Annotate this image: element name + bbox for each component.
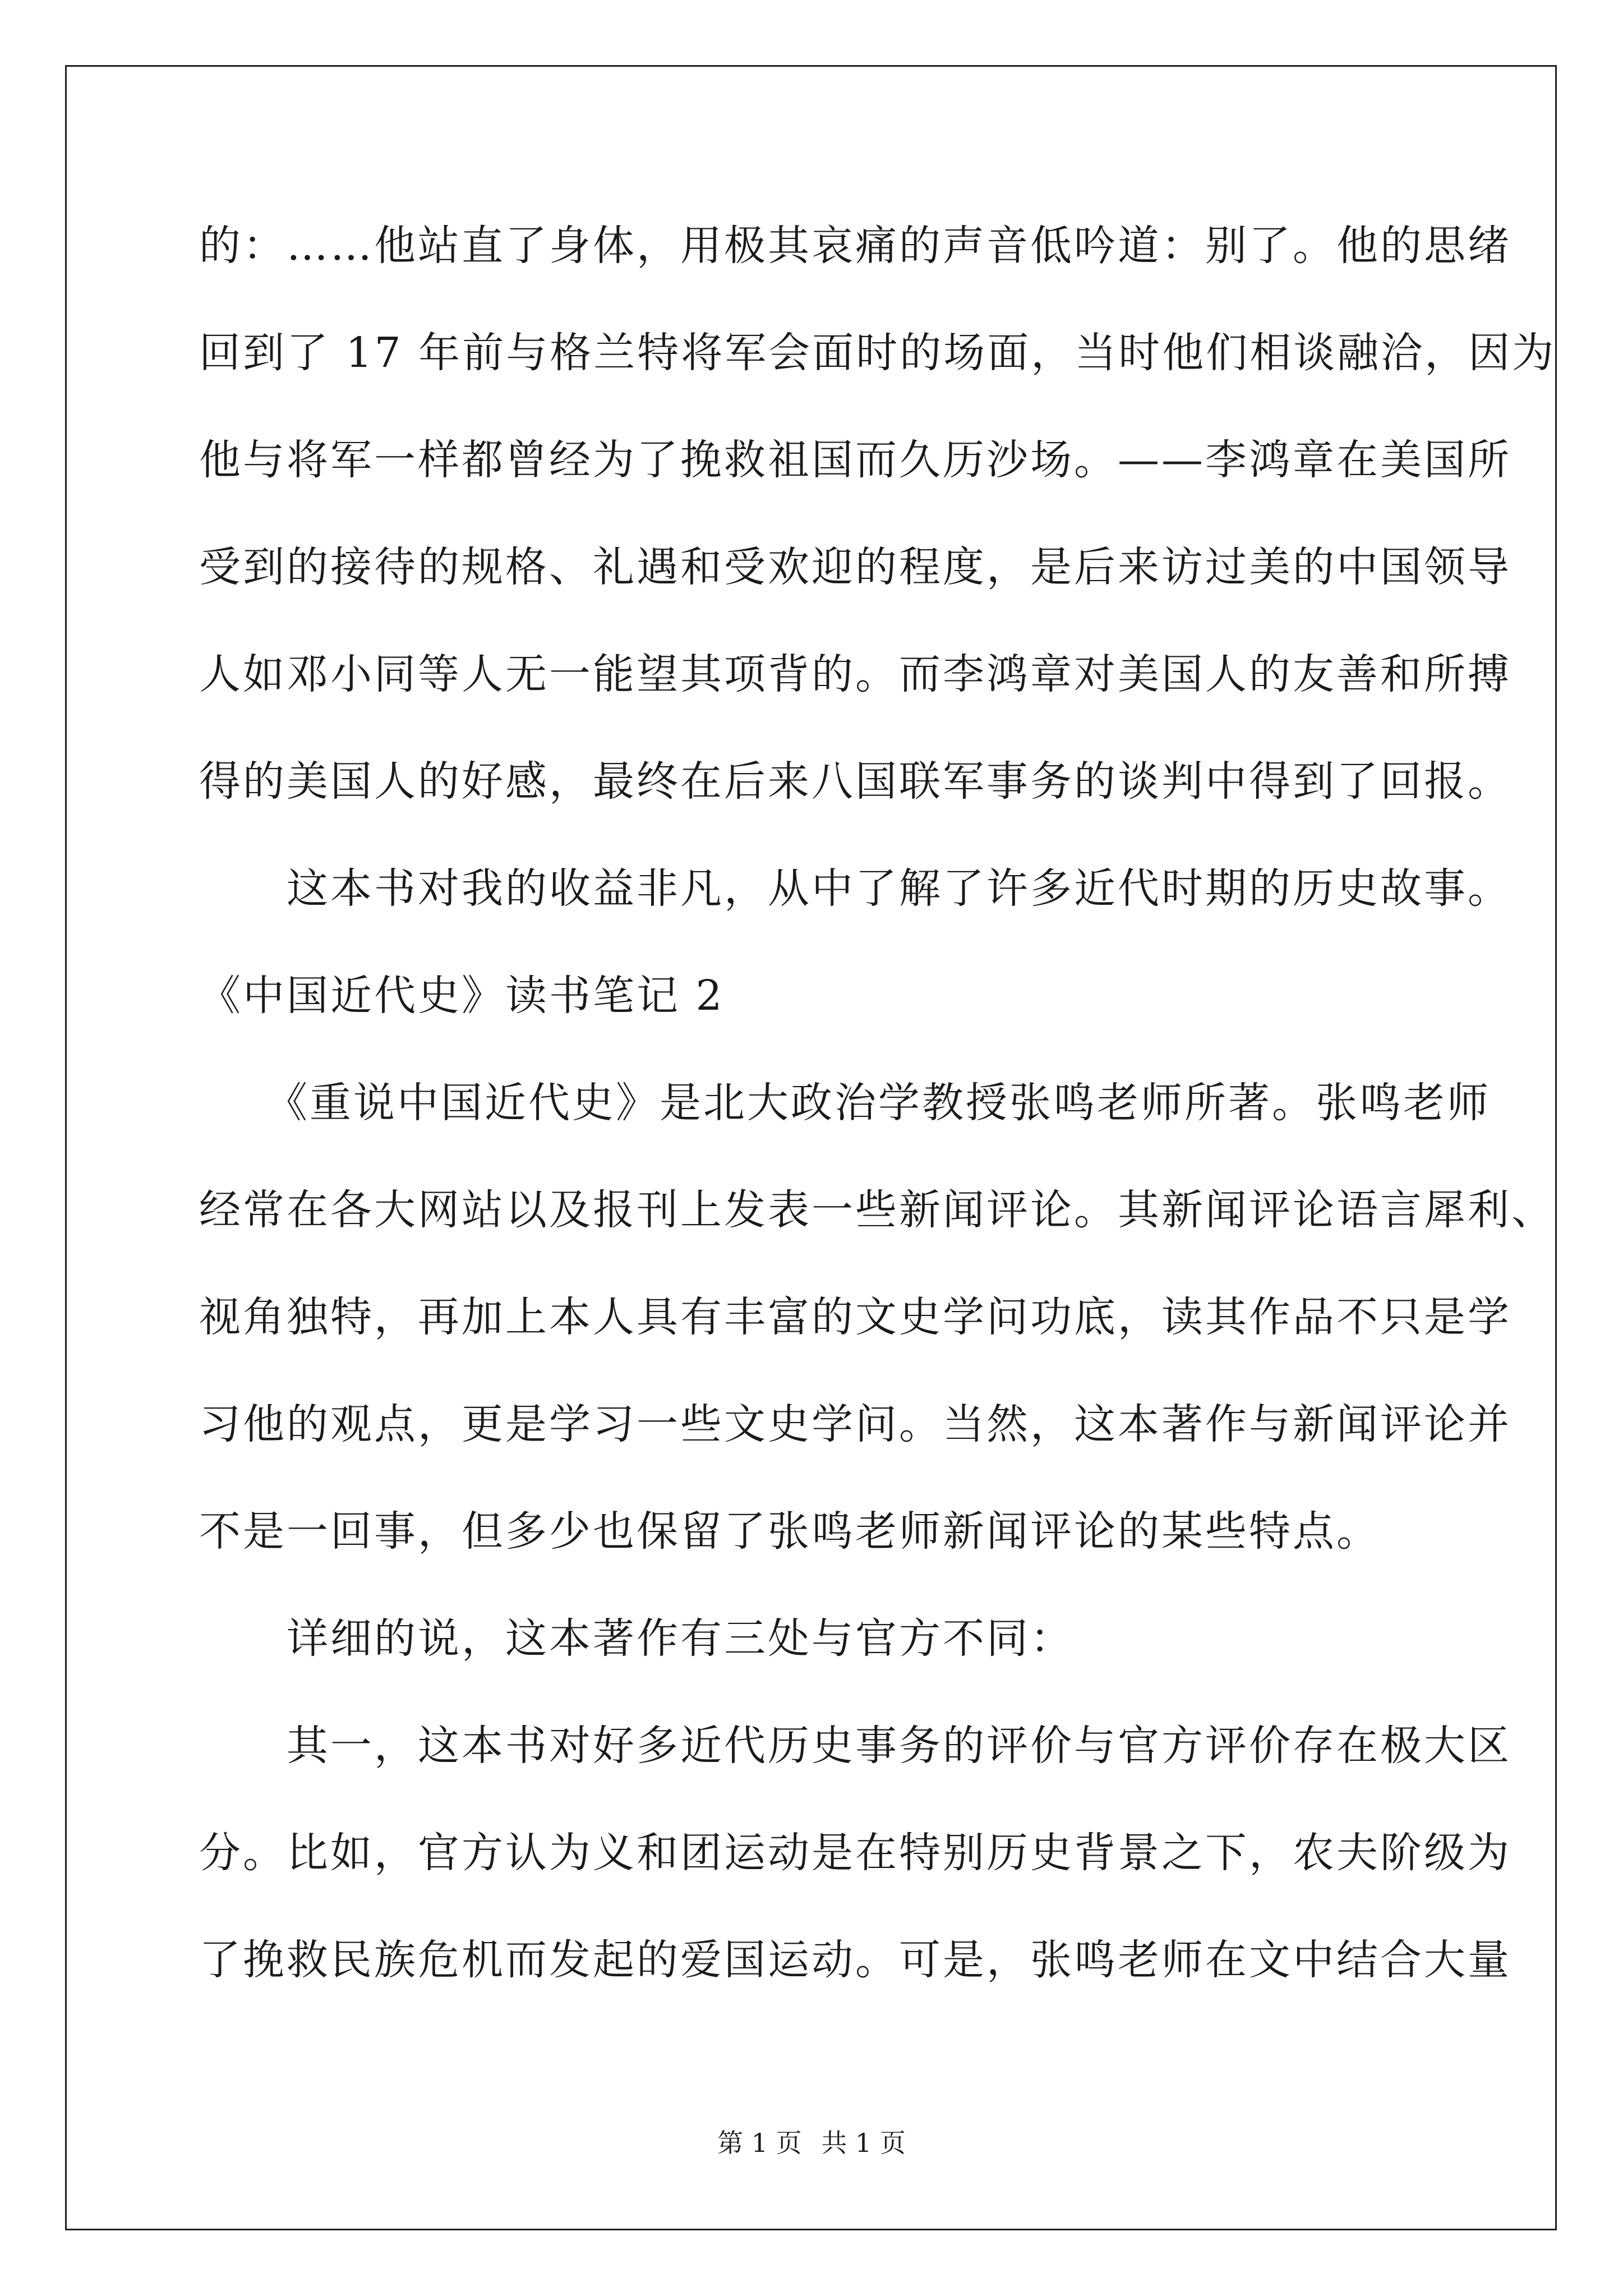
text-line: 受到的接待的规格、礼遇和受欢迎的程度，是后来访过美的中国领导 (199, 543, 1511, 591)
text-line: 得的美国人的好感，最终在后来八国联军事务的谈判中得到了回报。 (199, 757, 1511, 806)
page-footer (0, 2126, 1623, 2160)
paragraph-line: 《重说中国近代史》是北大政治学教授张鸣老师所著。张鸣老师 (199, 1079, 1491, 1127)
text-line: 的：……他站直了身体，用极其哀痛的声音低吟道：别了。他的思绪 (199, 222, 1511, 270)
text-line: 他与将军一样都曾经为了挽救祖国而久历沙场。——李鸿章在美国所 (199, 436, 1511, 484)
text-line: 习他的观点，更是学习一些文史学问。当然，这本著作与新闻评论并 (199, 1400, 1511, 1448)
section-heading: 《中国近代史》读书笔记 2 (199, 972, 725, 1020)
text-line: 不是一回事，但多少也保留了张鸣老师新闻评论的某些特点。 (199, 1507, 1380, 1556)
text-line: 人如邓小同等人无一能望其项背的。而李鸿章对美国人的友善和所搏 (199, 650, 1511, 698)
text-line: 回到了 17 年前与格兰特将军会面时的场面，当时他们相谈融洽，因为 (199, 329, 1556, 377)
text-line: 分。比如，官方认为义和团运动是在特别历史背景之下，农夫阶级为 (199, 1829, 1511, 1877)
paragraph-line: 详细的说，这本著作有三处与官方不同： (199, 1614, 1074, 1663)
page-border (65, 65, 1557, 2230)
page-total: 共 1 页 (821, 2128, 906, 2158)
text-line: 经常在各大网站以及报刊上发表一些新闻评论。其新闻评论语言犀利、 (199, 1186, 1555, 1234)
page-number: 第 1 页 (717, 2128, 802, 2158)
paragraph-line: 这本书对我的收益非凡，从中了解了许多近代时期的历史故事。 (199, 864, 1511, 913)
paragraph-line: 其一，这本书对好多近代历史事务的评价与官方评价存在极大区 (199, 1722, 1511, 1770)
text-line: 视角独特，再加上本人具有丰富的文史学问功底，读其作品不只是学 (199, 1293, 1511, 1341)
text-line: 了挽救民族危机而发起的爱国运动。可是，张鸣老师在文中结合大量 (199, 1936, 1511, 1984)
